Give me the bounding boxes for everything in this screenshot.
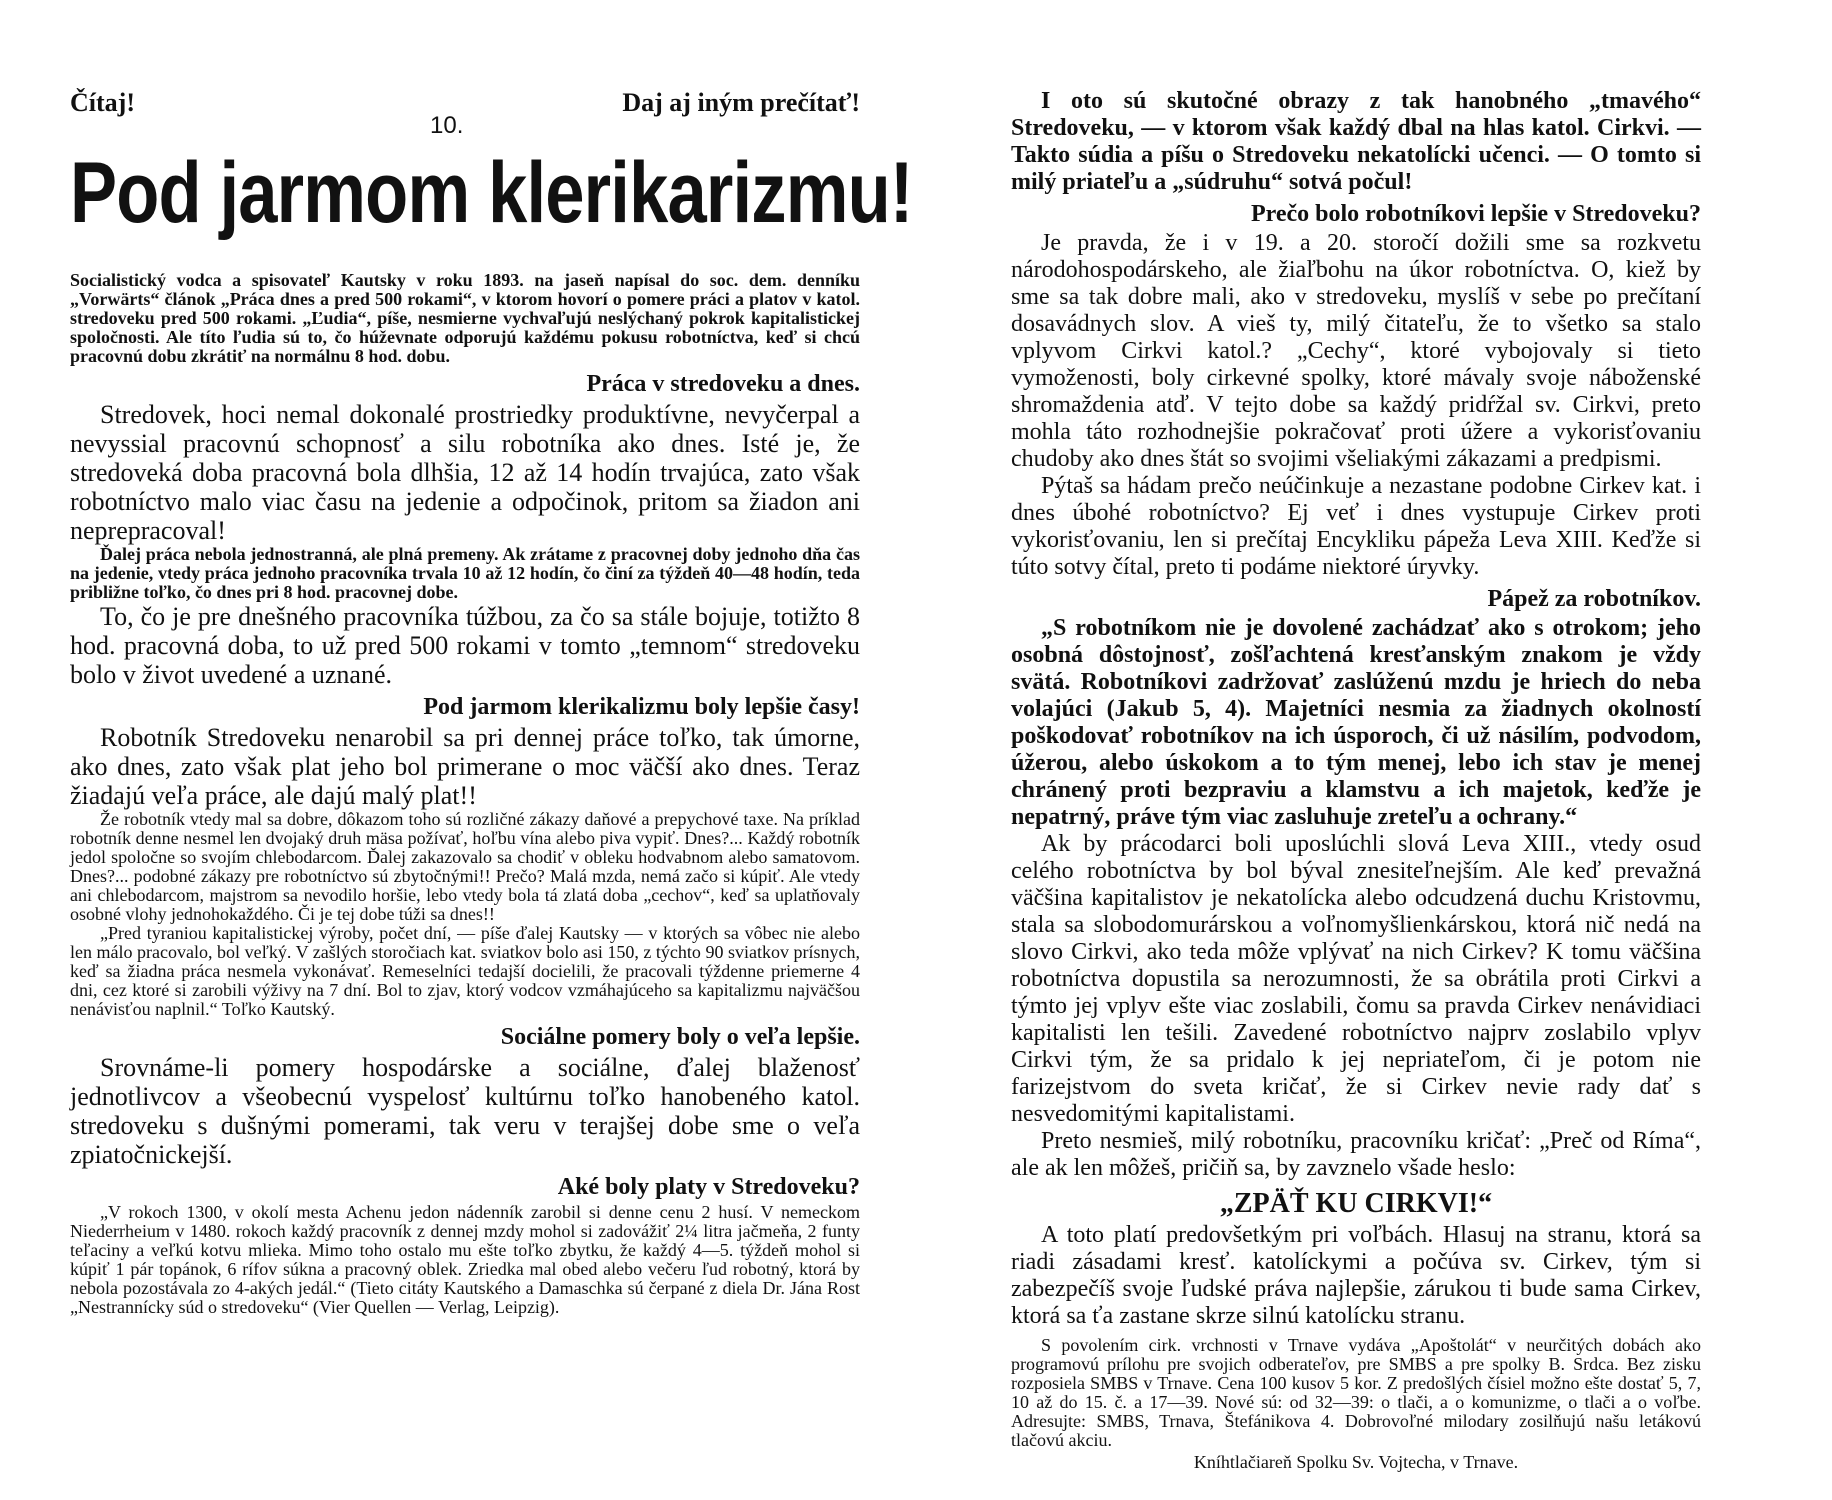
- header-share-label: Daj aj iným prečítať!: [622, 88, 860, 117]
- section-pope-paragraph-3: Preto nesmieš, milý robotníku, pracovníku kričať: „Preč od Ríma“, ale ak len môžeš, pričiň sa, by zavznelo všade heslo:: [1011, 1128, 1701, 1181]
- section-title-wages: Aké boly platy v Stredoveku?: [557, 1174, 860, 1200]
- section-better-paragraph-3: „Pred tyraniou kapitalistickej výroby, počet dní, — píše ďalej Kautsky — v ktorých sa vôbec nie alebo len málo pracovalo, bol veľký. V zašlých storočiach kat. sviatkov bolo asi 150, z týchto 90 sviatkov prísnych, keď sa žiadna práca nesmela vykonávať. Remeselníci tedajší docielili, že pracovali týždenne priemerne 4 dni, cez ktoré si zarobili výživy na 7 dní. Bol to zjav, ktorý vodcov vzmáhajúceho sa kapitalizmu najväčšou nenávisťou naplnil.“ Toľko Kautský.: [70, 923, 860, 1019]
- section-title-why-better: Prečo bolo robotníkovi lepšie v Stredoveku?: [1250, 201, 1701, 227]
- section-pope-quote: „S robotníkom nie je dovolené zachádzať ako s otrokom; jeho osobná dôstojnosť, zošľachtená kresťanským znakom je vždy svätá. Robotníkovi zadržovať zaslúženú mzdu je hriech do neba volajúci (Jakub 5, 4). Majetníci nesmia za žiadnych okolností poškodovať robotníkov na ich úsporoch, či už násilím, podvodom, úžerou, alebo úskokom a to tým menej, lebo ich stav je menej chránený proti bezpraviu a klamstvu a ich majetok, keďže je nepatrný, práve tým viac zasluhuje zreteľu a ochrany.“: [1011, 615, 1701, 830]
- header-read-label: Čítaj!: [70, 88, 135, 117]
- right-column: [1011, 88, 1701, 1473]
- intro-paragraph: Socialistický vodca a spisovateľ Kautsky v roku 1893. na jaseň napísal do soc. dem. denníku „Vorwärts“ článok „Práca dnes a pred 500 rokami“, v ktorom hovorí o pomere práci a platov v katol. stredoveku pred 500 rokami. „Ľudia“, píše, nesmierne vychvaľujú neslýchaný pokrok kapitalistickej spoločnosti. Ale títo ľudia sú to, čo húževnate odporujú každému pokusu robotníctva, keď si chcú pracovnú dobu zkrátiť na normálnu 8 hod. dobu.: [70, 270, 860, 366]
- section-work-paragraph-3: To, čo je pre dnešného pracovníka túžbou, za čo sa stále bojuje, totižto 8 hod. pracovná doba, to už pred 500 rokami v tomto „temnom“ stredoveku bolo v život uvedené a uznané.: [70, 602, 860, 689]
- section-better-paragraph-2: Že robotník vtedy mal sa dobre, dôkazom toho sú rozličné zákazy daňové a prepychové taxe. Na príklad robotník denne nesmel len dvojaký druh mäsa požívať, hoľbu vína alebo piva vypiť. Dnes?... Každý robotník jedol spoločne so svojím chlebodarcom. Ďalej zakazovalo sa chodiť v obleku hodvabnom alebo samatovom. Dnes?... podobné zákazy pre robotníctvo sú zbytočnými!! Prečo? Malá mzda, nemá začo si kúpiť. Ale vtedy ani chlebodarcom, majstrom sa nevodilo horšie, lebo vtedy bola tá zlatá doba „cechov“, keď sa uplatňovaly osobné vlohy jednohokaždého. Či je tej dobe túži sa dnes!!: [70, 809, 860, 924]
- slogan: „ZPÄŤ KU CIRKVI!“: [1219, 1188, 1493, 1219]
- closing-paragraph: A toto platí predovšetkým pri voľbách. Hlasuj na stranu, ktorá sa riadi zásadami kresť. katolíckymi a počúva sv. Cirkev, tým si zabezpečíš svoje ľudské práva najlepšie, zárukou ti bude sama Cirkev, ktorá sa ťa zastane skrze silnú katolícku stranu.: [1011, 1222, 1701, 1329]
- right-page: [916, 0, 1832, 1500]
- imprint: S povolením cirk. vrchnosti v Trnave vydáva „Apoštolát“ v neurčitých dobách ako programovú prílohu pre svojich odberateľov, pre SMBS a pre spolky B. Srdca. Bez zisku rozposiela SMBS v Trnave. Cena 100 kusov 5 kor. Z predošlých čísiel možno ešte dostať 5, 7, 10 až do 15. č. a 17—39. Nové sú: od 32—39: o tlači, a o komunizme, o tlači a o voľbe. Adresujte: SMBS, Trnava, Štefánikova 4. Dobrovoľné milodary zosilňujú našu letákovú tlačovú akciu.: [1011, 1335, 1701, 1450]
- printer-credit: Kníhtlačiareň Spolku Sv. Vojtecha, v Trnave.: [1193, 1452, 1519, 1472]
- section-title-social: Sociálne pomery boly o veľa lepšie.: [500, 1024, 860, 1050]
- section-title-better-times: Pod jarmom klerikalizmu boly lepšie časy!: [423, 694, 860, 720]
- right-intro-paragraph: I oto sú skutočné obrazy z tak hanobného „tmavého“ Stredoveku, — v ktorom však každý dbal na hlas katol. Cirkvi. — Takto súdia a píšu o Stredoveku nekatolícki učenci. — O tomto si milý priateľu a „súdruhu“ sotvá počul!: [1011, 88, 1701, 195]
- section-work-paragraph-1: Stredovek, hoci nemal dokonalé prostriedky produktívne, nevyčerpal a nevyssial pracovnú schopnosť a silu robotníka ako dnes. Isté je, že stredoveká doba pracovná bola dlhšia, 12 až 14 hodín trvajúca, zato však robotníctvo malo viac času na jedenie a odpočinok, pritom sa žiadon ani neprepracoval!: [70, 400, 860, 545]
- section-why-paragraph-2: Pýtaš sa hádam prečo neúčinkuje a nezastane podobne Cirkev kat. i dnes úbohé robotníctvo? Ej veť i dnes vystupuje Cirkev proti vykorisťovaniu, len si prečítaj Encykliku pápeža Leva XIII. Keďže si túto sotvy čítal, preto ti podáme niektoré úryvky.: [1011, 473, 1701, 580]
- main-title: Pod jarmom klerikarizmu!: [70, 145, 913, 241]
- section-title-work: Práca v stredoveku a dnes.: [586, 371, 860, 397]
- section-why-paragraph-1: Je pravda, že i v 19. a 20. storočí dožili sme sa rozkvetu národohospodárskeho, ale žiaľbohu na úkor robotníctva. O, kiež by sme sa tak dobre mali, ako v stredoveku, myslíš v sebe po prečítaní dosavádnych slov. A vieš ty, milý čitateľu, že to všetko sa stalo vplyvom Cirkvi katol.? „Cechy“, ktoré vybojovaly si tieto vymoženosti, boly cirkevné spolky, ktoré mávaly svoje náboženské shromaždenia atď. V tejto dobe sa každý pridŕžal sv. Cirkvi, preto mohla táto rozhodnejšie pokračovať proti úžere a vykorisťovaniu chudoby ako dnes štát so svojimi všeliakými zákazami a predpismi.: [1011, 230, 1701, 472]
- page-header: [70, 88, 860, 139]
- section-social-paragraph: Srovnáme-li pomery hospodárske a sociálne, ďalej blaženosť jednotlivcov a všeobecnú vyspelosť kultúrnu toľko hanobeného katol. stredoveku s dušnými pomerami, tak veru v terajšej dobe sme o veľa zpiatočnickejší.: [70, 1053, 860, 1169]
- section-pope-paragraph-2: Ak by prácodarci boli uposlúchli slová Leva XIII., vtedy osud celého robotníctva by bol býval znesiteľnejším. Ale keď prevažná väčšina kapitalistov je nekatolícka alebo odcudzená duchu Kristovmu, stala sa slobodomurárskou a voľnomyšlienkárskou, ktorá nič nedá na slovo Cirkvi, ako teda môže vplývať na nich Cirkev? K tomu väčšina robotníctva dopustila sa nerozumnosti, že sa obrátila proti Cirkvi a týmto jej vplyv ešte viac zoslabili, čomu sa pravda Cirkev nenávidiaci kapitalisti len tešili. Zavedené robotníctvo najprv zoslabilo vplyv Cirkvi tým, že sa pridalo k jej nepriateľom, či je potom nie farizejstvom do sveta kričať, že si Cirkev nevie rady dať s nesvedomitými kapitalistami.: [1011, 831, 1701, 1127]
- section-wages-paragraph: „V rokoch 1300, v okolí mesta Achenu jedon nádenník zarobil si denne cenu 2 husí. V nemeckom Niederrheium v 1480. rokoch každý pracovník z dennej mzdy mohol si zadovážiť 2¼ litra jačmeňa, 2 funty teľaciny a veľkú kotvu mlieka. Mimo toho ostalo mu ešte toľko zbytku, že každý 4—5. týždeň mohol si kúpiť 1 pár topánok, 6 rífov súkna a pracovný oblek. Zriedka mal obed alebo večeru ľud robotný, ktorá by nebola pozostávala zo 4-akých jedál.“ (Tieto citáty Kautského a Damaschka sú čerpané z diela Dr. Jána Rost „Nestrannícky súd o stredoveku“ (Vier Quellen — Verlag, Leipzig).: [70, 1202, 860, 1317]
- section-work-paragraph-2: Ďalej práca nebola jednostranná, ale plná premeny. Ak zrátame z pracovnej doby jednoho dňa čas na jedenie, vtedy práca jednoho pracovníka trvala 10 až 12 hodín, čo činí za týždeň 40—48 hodín, teda približne toľko, čo dnes pri 8 hod. pracovnej dobe.: [70, 544, 860, 602]
- section-title-pope: Pápež za robotníkov.: [1487, 586, 1701, 612]
- section-better-paragraph-1: Robotník Stredoveku nenarobil sa pri dennej práce toľko, tak úmorne, ako dnes, zato však plat jeho bol primerane o moc väčší ako dnes. Teraz žiadajú veľa práce, ale dajú malý plat!!: [70, 723, 860, 810]
- issue-number: 10.: [430, 112, 464, 139]
- left-column: [70, 88, 913, 1317]
